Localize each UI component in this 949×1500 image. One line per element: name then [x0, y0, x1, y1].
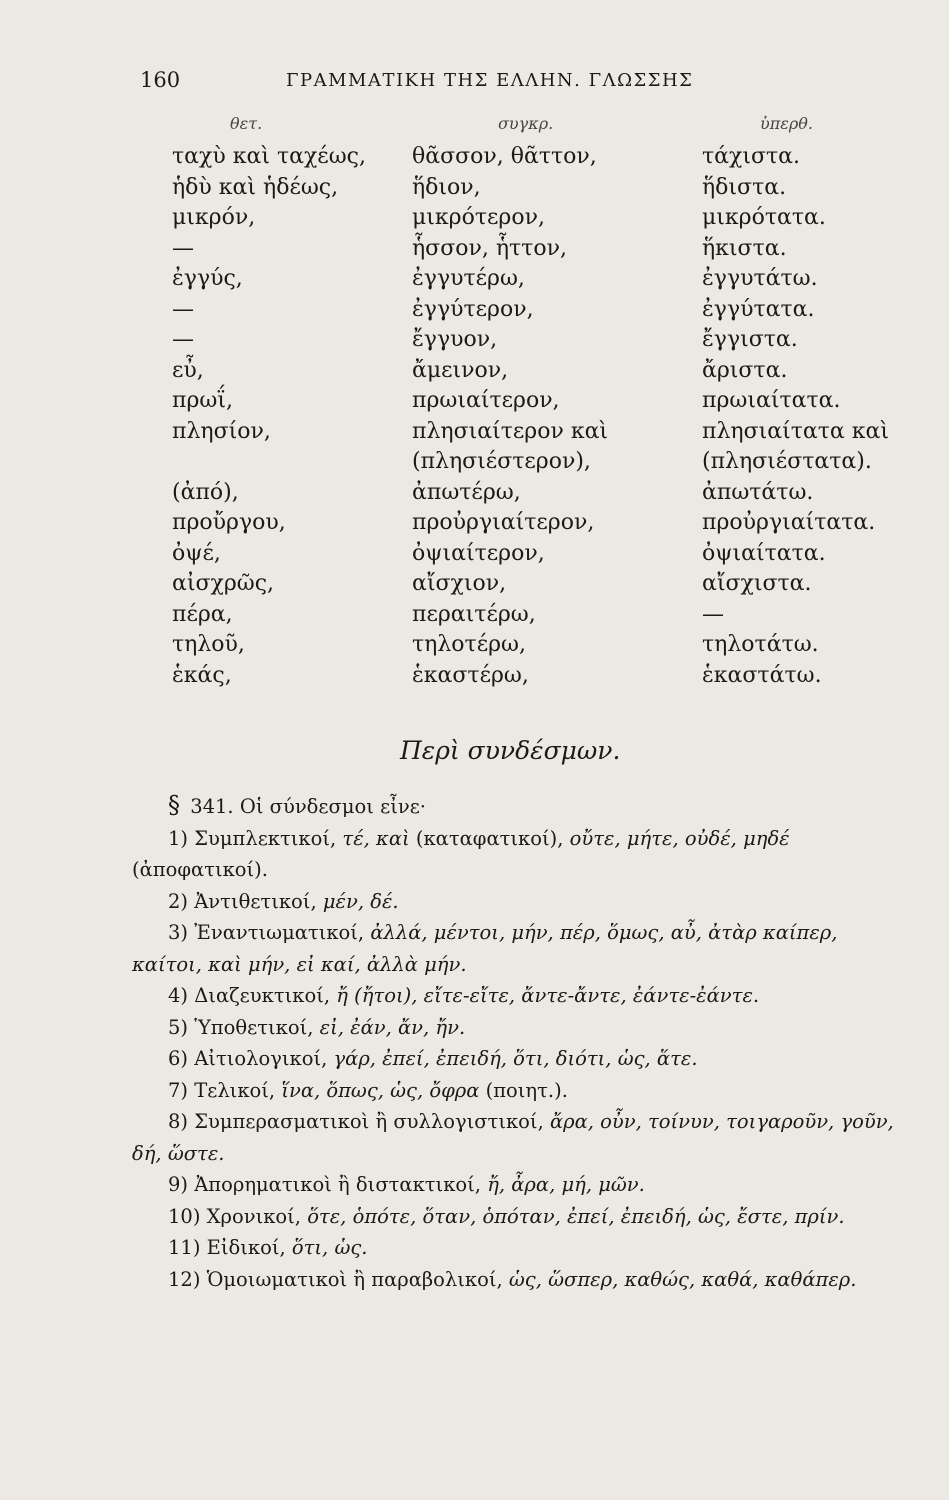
item-number: 5) — [168, 1015, 189, 1039]
table-row — [0, 480, 949, 511]
list-item — [132, 1075, 907, 1107]
superlative-form: ἔγγιστα. — [702, 327, 798, 352]
superlative-form: ἄριστα. — [702, 357, 788, 383]
item-examples: εἰ, ἐάν, ἄν, ἤν. — [319, 1015, 466, 1039]
table-row — [0, 663, 949, 694]
item-examples: οὔτε, μήτε, οὐδέ, μηδέ — [569, 826, 790, 850]
superlative-form: ἐγγύτατα. — [702, 296, 815, 322]
table-row — [0, 449, 949, 480]
item-note: (καταφατικοί), — [415, 826, 564, 850]
item-number: 9) — [168, 1173, 189, 1196]
superlative-form: αἴσχιστα. — [702, 571, 812, 596]
superlative-form: — — [702, 601, 724, 627]
comparative-form: τηλοτέρω, — [412, 632, 526, 657]
superlative-form: πλησιαίτατα καὶ — [702, 418, 889, 444]
positive-form: προὔργου, — [172, 510, 286, 535]
section-mark: § — [168, 791, 180, 819]
table-row — [0, 327, 949, 358]
item-examples: τέ, καὶ — [342, 826, 410, 850]
comparative-form: ἀπωτέρω, — [412, 479, 521, 505]
column-header-superlative: ὑπερθ. — [760, 114, 813, 133]
comparative-form: ἐγγύτερον, — [412, 296, 534, 322]
positive-form: πλησίον, — [172, 418, 271, 444]
table-row — [0, 632, 949, 663]
table-row — [0, 205, 949, 236]
positive-form: — — [172, 296, 194, 322]
comparative-form: (πλησιέστερον), — [412, 449, 591, 474]
comparative-form: ἔγγυον, — [412, 327, 498, 352]
comparative-form: ὀψιαίτερον, — [412, 540, 545, 566]
conjunctions-text — [132, 790, 907, 1295]
item-number: 4) — [168, 984, 189, 1007]
table-row — [0, 175, 949, 206]
positive-form: ἡδὺ καὶ ἡδέως, — [172, 174, 339, 200]
item-label: Ἐναντιωματικοί, — [194, 921, 365, 944]
conjunction-list — [132, 823, 907, 1296]
item-note: (ποιητ.). — [485, 1078, 568, 1102]
item-label: Ὑποθετικοί, — [194, 1015, 314, 1039]
item-examples: ἄρα, οὖν, τοίνυν, τοιγαροῦν, γοῦν, δή, ὥστε. — [132, 1110, 894, 1165]
section-intro — [132, 790, 907, 823]
item-label: Συμπερασματικοὶ ἢ συλλογιστικοί, — [194, 1110, 544, 1133]
item-number: 10) — [168, 1204, 201, 1228]
superlative-form: τηλοτάτω. — [702, 632, 819, 657]
item-label: Ἀπορηματικοὶ ἢ διστακτικοί, — [194, 1173, 481, 1196]
comparative-form: ἐγγυτέρω, — [412, 266, 525, 291]
item-label: Αἰτιολογικοί, — [194, 1047, 328, 1070]
superlative-form: ἑκαστάτω. — [702, 662, 822, 688]
table-row — [0, 358, 949, 389]
item-number: 6) — [168, 1047, 189, 1070]
list-item — [132, 980, 907, 1012]
comparative-form: ἧσσον, ἧττον, — [412, 235, 567, 261]
table-row — [0, 297, 949, 328]
comparative-form: προὐργιαίτερον, — [412, 510, 595, 535]
list-item — [132, 1201, 907, 1233]
item-examples: ὅτι, ὡς. — [291, 1236, 368, 1259]
column-header-comparative: συγκρ. — [498, 114, 554, 133]
positive-form: (ἀπό), — [172, 479, 239, 505]
superlative-form: προὐργιαίτατα. — [702, 510, 876, 535]
item-examples: ἵνα, ὅπως, ὡς, ὄφρα — [281, 1078, 480, 1102]
column-headers — [0, 114, 949, 140]
item-label: Χρονικοί, — [206, 1204, 301, 1228]
superlative-form: πρωιαίτατα. — [702, 388, 841, 413]
positive-form: εὖ, — [172, 357, 204, 383]
list-item — [132, 1169, 907, 1201]
list-item — [132, 1106, 907, 1169]
item-label: Συμπλεκτικοί, — [194, 826, 337, 850]
positive-form: αἰσχρῶς, — [172, 571, 275, 596]
item-number: 12) — [168, 1267, 201, 1291]
positive-form: μικρόν, — [172, 205, 256, 230]
table-row — [0, 602, 949, 633]
comparative-form: περαιτέρω, — [412, 601, 536, 627]
section-heading: Περὶ συνδέσμων. — [400, 736, 621, 765]
item-label: Διαζευκτικοί, — [194, 984, 331, 1007]
list-item — [132, 1043, 907, 1075]
positive-form: ἑκάς, — [172, 662, 232, 688]
table-row — [0, 571, 949, 602]
superlative-form: ἐγγυτάτω. — [702, 266, 818, 291]
comparative-form: πρωιαίτερον, — [412, 388, 560, 413]
item-number: 2) — [168, 889, 189, 913]
item-examples: ἤ, ἆρα, μή, μῶν. — [487, 1173, 645, 1196]
comparative-form: θᾶσσον, θᾶττον, — [412, 144, 597, 169]
list-item — [132, 1012, 907, 1044]
item-note: (ἀποφατικοί). — [132, 858, 268, 881]
item-examples: μέν, δέ. — [322, 889, 399, 913]
comparative-form: ἥδιον, — [412, 174, 481, 200]
table-row — [0, 541, 949, 572]
item-examples: γάρ, ἐπεί, ἐπειδή, ὅτι, διότι, ὡς, ἅτε. — [333, 1047, 698, 1070]
superlative-form: ὀψιαίτατα. — [702, 540, 826, 566]
comparative-form: ἑκαστέρω, — [412, 662, 529, 688]
item-number: 3) — [168, 921, 189, 944]
item-examples: ἀλλά, μέντοι, μήν, πέρ, ὅμως, αὖ, ἀτὰρ καίπερ, καίτοι, καὶ μήν, εἰ καί, ἀλλὰ μήν. — [132, 921, 838, 976]
superlative-form: ἥδιστα. — [702, 174, 787, 200]
positive-form: ὀψέ, — [172, 540, 221, 566]
positive-form: πέρα, — [172, 601, 233, 627]
item-label: Ὁμοιωματικοὶ ἢ παραβολικοί, — [206, 1267, 503, 1291]
positive-form: ταχὺ καὶ ταχέως, — [172, 144, 366, 169]
superlative-form: ἀπωτάτω. — [702, 479, 814, 505]
comparative-form: πλησιαίτερον καὶ — [412, 418, 609, 444]
section-number: 341. — [190, 795, 234, 818]
page-header — [140, 68, 820, 102]
running-title: ΓΡΑΜΜΑΤΙΚΗ ΤΗΣ ΕΛΛΗΝ. ΓΛΩΣΣΗΣ — [286, 70, 694, 91]
list-item — [132, 823, 907, 886]
comparative-form: μικρότερον, — [412, 205, 545, 230]
superlative-form: μικρότατα. — [702, 205, 826, 230]
item-examples: ὅτε, ὁπότε, ὅταν, ὁπόταν, ἐπεί, ἐπειδή, ὡς, ἔστε, πρίν. — [307, 1204, 845, 1228]
positive-form: ἐγγύς, — [172, 266, 243, 291]
list-item — [132, 886, 907, 918]
superlative-form: ἥκιστα. — [702, 235, 787, 261]
table-row — [0, 388, 949, 419]
comparative-form: ἄμεινον, — [412, 357, 509, 383]
adverb-degrees-table — [0, 144, 949, 693]
comparative-form: αἴσχιον, — [412, 571, 507, 596]
superlative-form: (πλησιέστατα). — [702, 449, 872, 474]
item-examples: ἤ (ἤτοι), εἴτε-εἴτε, ἄντε-ἄντε, ἐάντε-ἐάντε. — [336, 984, 760, 1007]
item-examples: ὡς, ὥσπερ, καθώς, καθά, καθάπερ. — [508, 1267, 857, 1291]
item-label: Εἰδικοί, — [206, 1236, 286, 1259]
item-number: 11) — [168, 1236, 201, 1259]
item-number: 1) — [168, 826, 189, 850]
item-number: 8) — [168, 1110, 189, 1133]
table-row — [0, 266, 949, 297]
table-row — [0, 419, 949, 450]
superlative-form: τάχιστα. — [702, 144, 801, 169]
page-number: 160 — [140, 68, 181, 92]
list-item — [132, 917, 907, 980]
positive-form: — — [172, 235, 194, 261]
item-label: Τελικοί, — [194, 1078, 276, 1102]
list-item — [132, 1232, 907, 1264]
intro-text: Οἱ σύνδεσμοι εἶνε· — [239, 795, 426, 818]
positive-form: τηλοῦ, — [172, 632, 245, 657]
table-row — [0, 144, 949, 175]
table-row — [0, 510, 949, 541]
item-number: 7) — [168, 1078, 189, 1102]
table-row — [0, 236, 949, 267]
list-item — [132, 1264, 907, 1296]
column-header-positive: θετ. — [230, 114, 263, 133]
positive-form: πρωΐ, — [172, 388, 233, 413]
item-label: Ἀντιθετικοί, — [194, 889, 317, 913]
positive-form: — — [172, 327, 194, 352]
